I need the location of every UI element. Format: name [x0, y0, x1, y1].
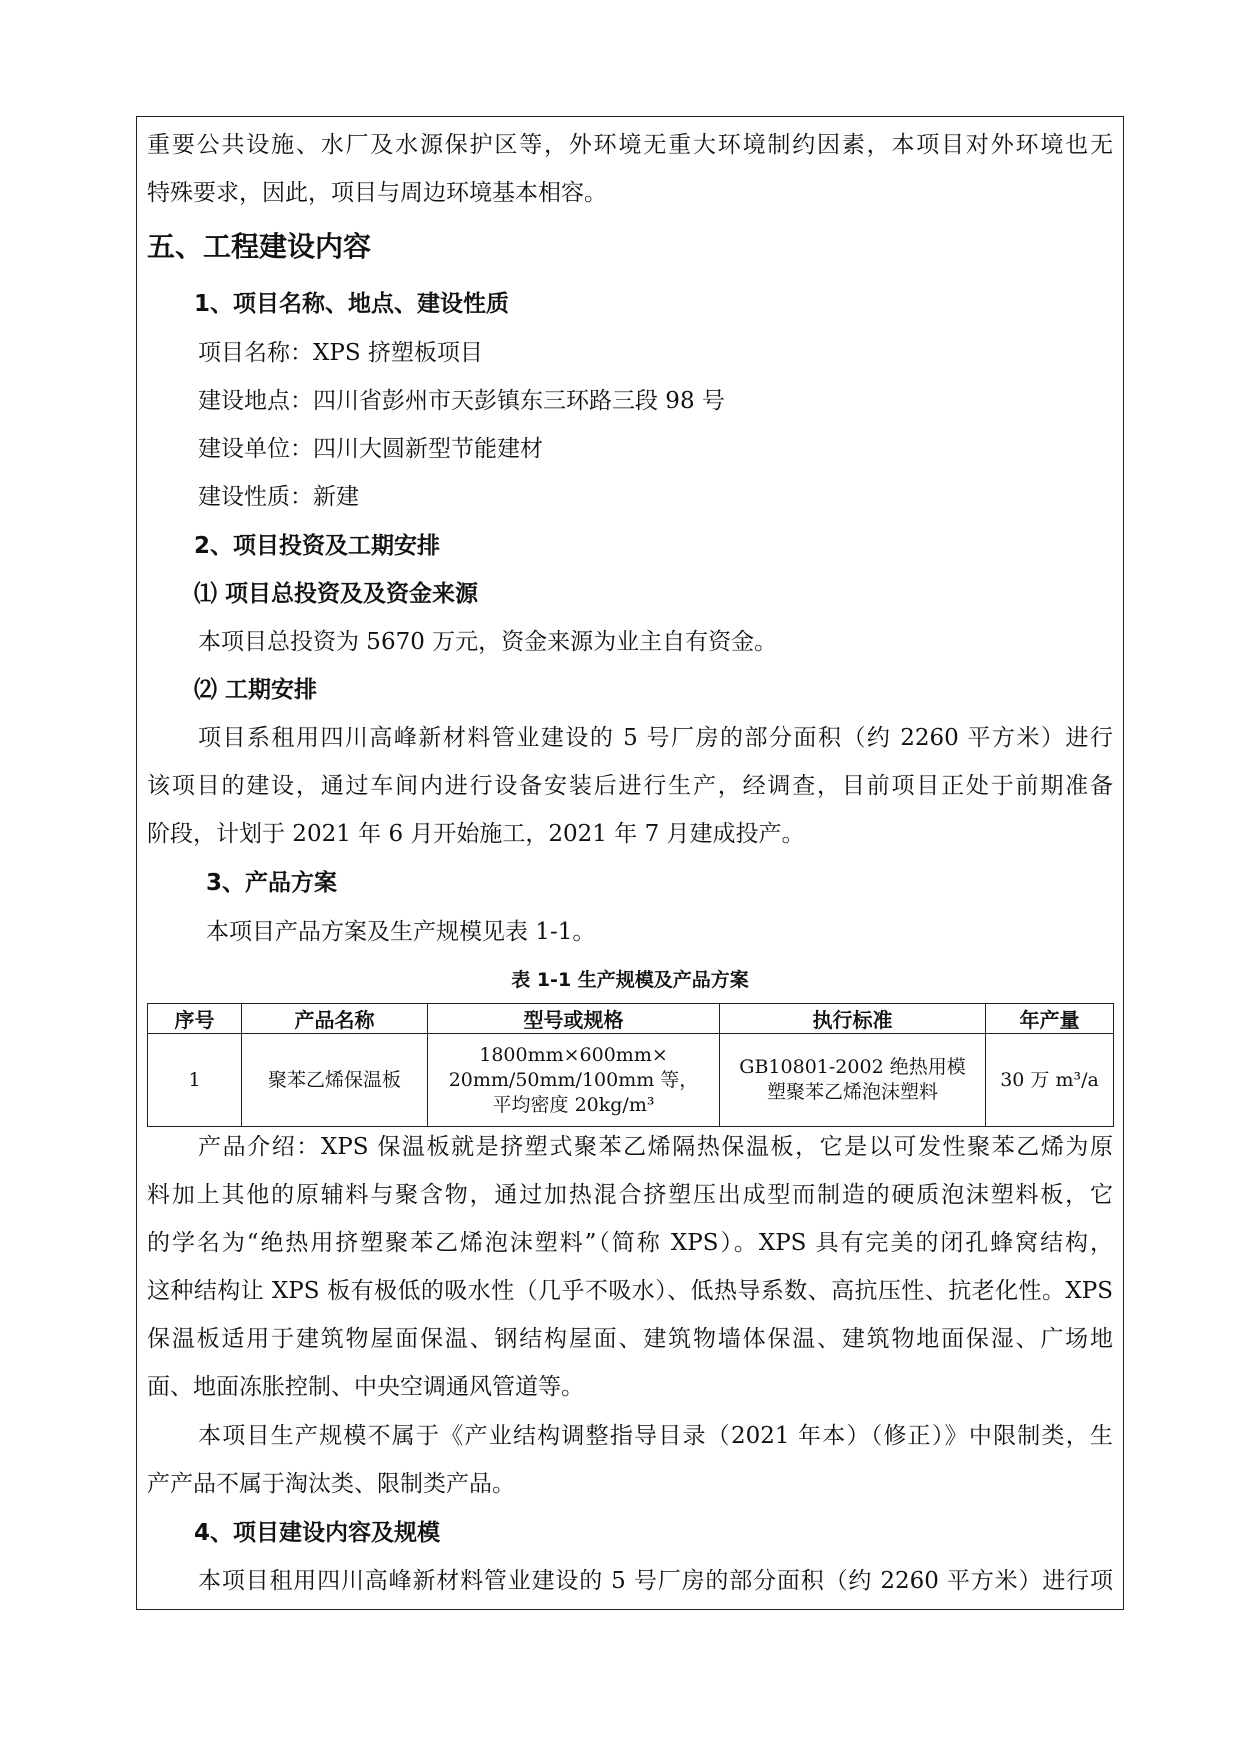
intro-line-2: 料加上其他的原辅料与聚含物，通过加热混合挤塑压出成型而制造的硬质泡沫塑料板，它	[147, 1182, 1113, 1208]
project-location: 建设地点：四川省彭州市天彭镇东三环路三段 98 号	[198, 388, 725, 414]
heading-schedule: ⑵ 工期安排	[194, 677, 318, 703]
cell-spec-line: 平均密度 20kg/m³	[492, 1093, 655, 1116]
heading-construction-content: 4、项目建设内容及规模	[194, 1520, 441, 1546]
policy-line-2: 产产品不属于淘汰类、限制类产品。	[147, 1471, 515, 1497]
cell-spec-line: 1800mm×600mm×	[479, 1043, 668, 1066]
cell-standard-line: GB10801-2002 绝热用模	[739, 1056, 966, 1078]
table-row	[148, 1034, 1114, 1127]
project-nature: 建设性质：新建	[198, 484, 359, 510]
cell-standard-line: 塑聚苯乙烯泡沫塑料	[766, 1081, 938, 1103]
intro-line-3: 的学名为“绝热用挤塑聚苯乙烯泡沫塑料”（简称 XPS）。XPS 具有完美的闭孔蜂窝结构，	[147, 1230, 1113, 1256]
schedule-line-3: 阶段，计划于 2021 年 6 月开始施工，2021 年 7 月建成投产。	[147, 821, 805, 847]
product-plan-intro: 本项目产品方案及生产规模见表 1-1。	[206, 919, 596, 945]
construction-line-1: 本项目租用四川高峰新材料管业建设的 5 号厂房的部分面积（约 2260 平方米）进行项	[198, 1568, 1113, 1594]
cell-product-name: 聚苯乙烯保温板	[242, 1034, 428, 1127]
heading-product-plan: 3、产品方案	[206, 870, 338, 896]
cell-serial: 1	[148, 1034, 242, 1127]
header-standard: 执行标准	[720, 1004, 986, 1034]
cell-standard	[720, 1034, 986, 1127]
cell-spec	[428, 1034, 720, 1127]
header-annual-output: 年产量	[986, 1004, 1114, 1034]
env-paragraph-line-2: 特殊要求，因此，项目与周边环境基本相容。	[147, 180, 607, 206]
header-serial: 序号	[148, 1004, 242, 1034]
production-table	[147, 1003, 1113, 1127]
cell-annual-output: 30 万 m³/a	[986, 1034, 1114, 1127]
table-caption: 表 1-1 生产规模及产品方案	[511, 969, 749, 991]
schedule-line-1: 项目系租用四川高峰新材料管业建设的 5 号厂房的部分面积（约 2260 平方米）进行	[198, 725, 1113, 751]
project-unit: 建设单位：四川大圆新型节能建材	[198, 436, 543, 462]
schedule-line-2: 该项目的建设，通过车间内进行设备安装后进行生产，经调查，目前项目正处于前期准备	[147, 773, 1113, 799]
project-name: 项目名称：XPS 挤塑板项目	[198, 340, 483, 366]
heading-total-investment: ⑴ 项目总投资及及资金来源	[194, 581, 479, 607]
investment-text: 本项目总投资为 5670 万元，资金来源为业主自有资金。	[198, 629, 778, 655]
header-product-name: 产品名称	[242, 1004, 428, 1034]
intro-line-6: 面、地面冻胀控制、中央空调通风管道等。	[147, 1374, 584, 1400]
env-paragraph-line-1: 重要公共设施、水厂及水源保护区等，外环境无重大环境制约因素，本项目对外环境也无	[147, 132, 1113, 158]
cell-spec-line: 20mm/50mm/100mm 等，	[448, 1068, 699, 1091]
table-header-row	[148, 1004, 1114, 1034]
intro-line-5: 保温板适用于建筑物屋面保温、钢结构屋面、建筑物墙体保温、建筑物地面保湿、广场地	[147, 1326, 1113, 1352]
section-title: 五、工程建设内容	[147, 230, 372, 263]
header-spec: 型号或规格	[428, 1004, 720, 1034]
intro-line-1: 产品介绍：XPS 保温板就是挤塑式聚苯乙烯隔热保温板，它是以可发性聚苯乙烯为原	[198, 1134, 1113, 1160]
heading-investment-schedule: 2、项目投资及工期安排	[194, 533, 441, 559]
policy-line-1: 本项目生产规模不属于《产业结构调整指导目录（2021 年本）（修正）》中限制类，生	[198, 1423, 1113, 1449]
heading-project-basics: 1、项目名称、地点、建设性质	[194, 291, 510, 317]
intro-line-4: 这种结构让 XPS 板有极低的吸水性（几乎不吸水）、低热导系数、高抗压性、抗老化性。XPS	[147, 1278, 1113, 1304]
